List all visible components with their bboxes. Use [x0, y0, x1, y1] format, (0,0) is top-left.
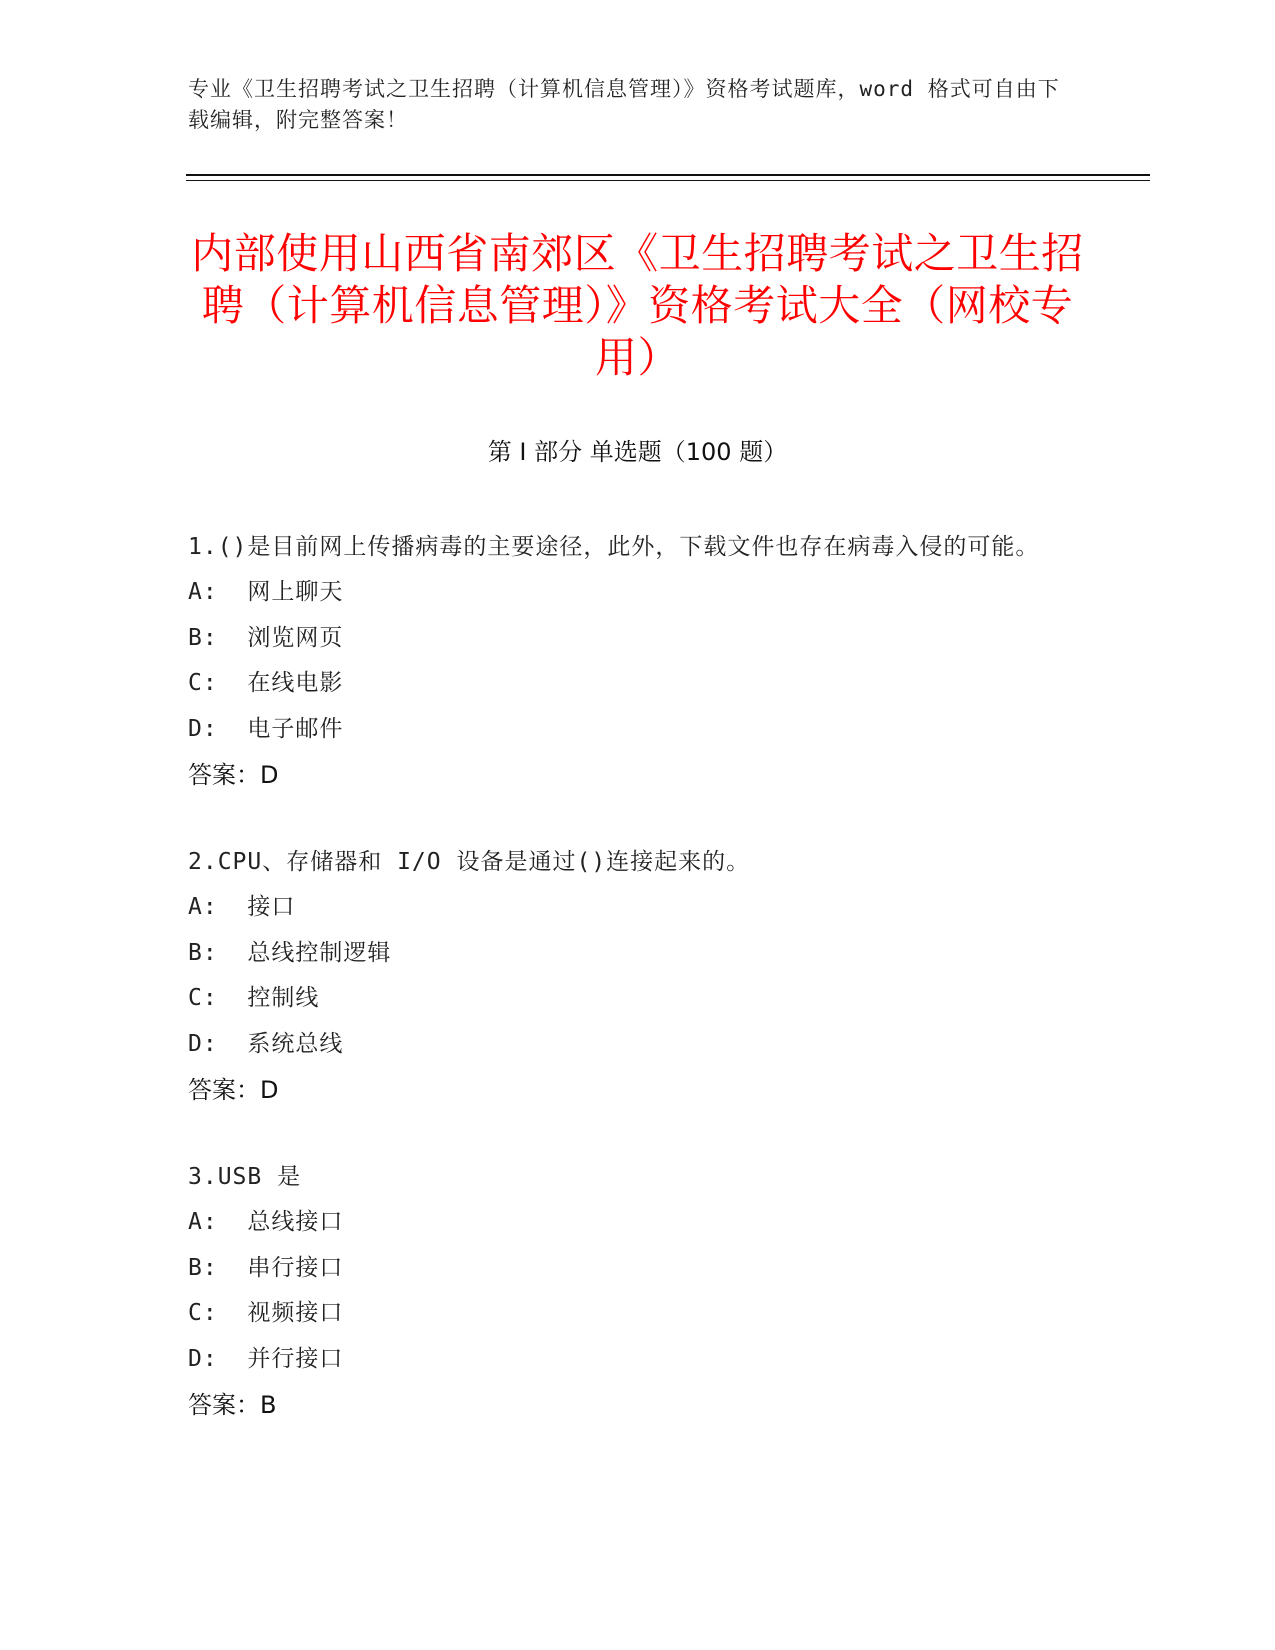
header-divider-thin: [186, 180, 1150, 181]
option-b: B: 浏览网页: [188, 624, 344, 651]
option-a: A: 网上聊天: [188, 579, 344, 605]
option-b: B: 串行接口: [188, 1254, 344, 1281]
option-d: D: 并行接口: [188, 1345, 344, 1372]
question-item: [188, 840, 1068, 1113]
option-c: C: 在线电影: [188, 670, 344, 696]
option-d: D: 电子邮件: [188, 715, 344, 742]
question-stem: 1.()是目前网上传播病毒的主要途径，此外，下载文件也存在病毒入侵的可能。: [188, 534, 1040, 560]
answer-line: 答案：D: [188, 761, 279, 789]
option-a: A: 接口: [188, 894, 296, 920]
answer-line: 答案：B: [188, 1391, 277, 1419]
question-item: [188, 525, 1068, 798]
option-c: C: 视频接口: [188, 1300, 344, 1326]
answer-line: 答案：D: [188, 1076, 279, 1104]
question-item: [188, 1155, 1068, 1428]
document-title: 内部使用山西省南郊区《卫生招聘考试之卫生招聘（计算机信息管理）》资格考试大全（网校专用）: [191, 229, 1084, 382]
option-a: A: 总线接口: [188, 1209, 344, 1235]
header-note: 专业《卫生招聘考试之卫生招聘（计算机信息管理）》资格考试题库，word 格式可自由下载编辑，附完整答案！: [188, 77, 1060, 132]
section-title: 第 I 部分 单选题（100 题）: [487, 438, 788, 466]
question-list: [188, 525, 1068, 1470]
option-b: B: 总线控制逻辑: [188, 939, 392, 966]
header-divider-thick: [186, 174, 1150, 176]
option-c: C: 控制线: [188, 985, 320, 1011]
question-stem: 3.USB 是: [188, 1164, 302, 1190]
question-stem: 2.CPU、存储器和 I/O 设备是通过()连接起来的。: [188, 849, 751, 875]
option-d: D: 系统总线: [188, 1030, 344, 1057]
